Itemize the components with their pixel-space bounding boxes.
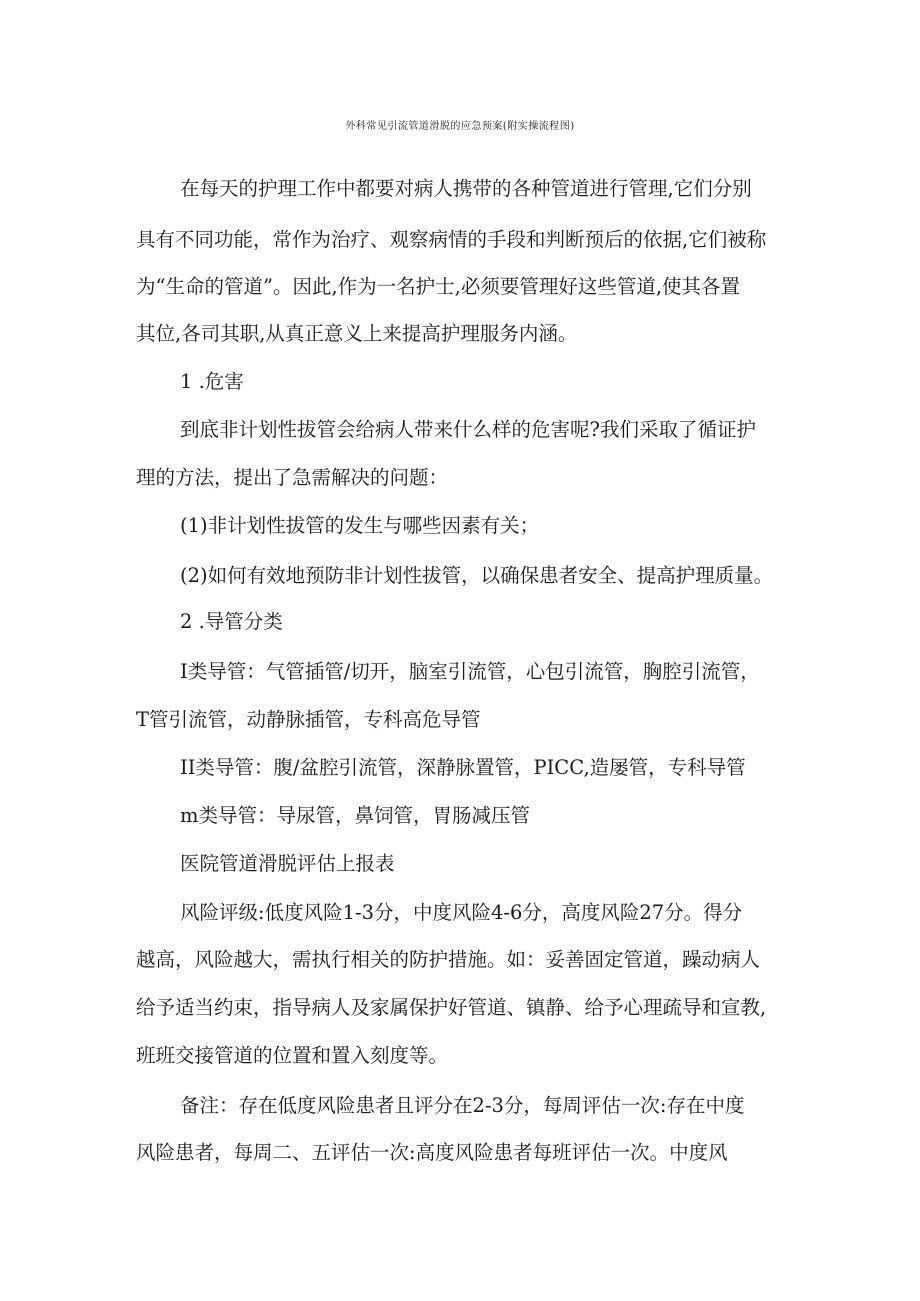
section2-heading: 2 .导管分类 (180, 610, 283, 633)
risk-line-1: 风险评级:低度风险1-3分，中度风险4-6分，高度风险27分。得分 (180, 901, 743, 924)
class3-line: m类导管：导尿管，鼻饲管，胃肠减压管 (180, 804, 530, 827)
section1-para-line-1: 到底非计划性拔管会给病人带来什么样的危害呢?我们采取了循证护 (180, 418, 756, 441)
class1-line-2: T管引流管，动静脉插管，专科高危导管 (136, 708, 481, 731)
report-form-line: 医院管道滑脱评估上报表 (180, 852, 395, 875)
note-line-1: 备注：存在低度风险患者且评分在2-3分，每周评估一次:存在中度 (180, 1094, 745, 1117)
section1-item-1: (1)非计划性拔管的发生与哪些因素有关； (180, 514, 540, 537)
class1-line-1: I类导管：气管插管/切开，脑室引流管，心包引流管，胸腔引流管， (180, 660, 760, 683)
intro-line-1: 在每天的护理工作中都要对病人携带的各种管道进行管理,它们分别 (180, 177, 752, 200)
intro-line-2: 具有不同功能，常作为治疗、观察病情的手段和判断预后的依据,它们被称 (136, 228, 767, 251)
section1-heading: 1 .危害 (180, 370, 244, 393)
intro-line-3: 为“生命的管道”。因此,作为一名护士,必须要管理好这些管道,使其各置 (136, 275, 741, 298)
risk-line-2: 越高，风险越大，需执行相关的防护措施。如：妥善固定管道，躁动病人 (136, 948, 761, 971)
section1-item-2: (2)如何有效地预防非计划性拔管，以确保患者安全、提高护理质量。 (180, 564, 774, 587)
risk-line-4: 班班交接管道的位置和置入刻度等。 (136, 1044, 449, 1067)
class2-line: II类导管：腹/盆腔引流管，深静脉置管，PICC,造屡管，专科导管 (180, 756, 746, 779)
section1-para-line-2: 理的方法，提出了急需解决的问题： (136, 466, 449, 489)
note-line-2: 风险患者，每周二、五评估一次:高度风险患者每班评估一次。中度风 (136, 1141, 728, 1164)
intro-line-4: 其位,各司其职,从真正意义上来提高护理服务内涵。 (136, 322, 578, 345)
document-title: 外科常见引流管道滑脱的应急预案(附实操流程图) (345, 121, 575, 132)
risk-line-3: 给予适当约束，指导病人及家属保护好管道、镇静、给予心理疏导和宣教, (136, 996, 767, 1019)
